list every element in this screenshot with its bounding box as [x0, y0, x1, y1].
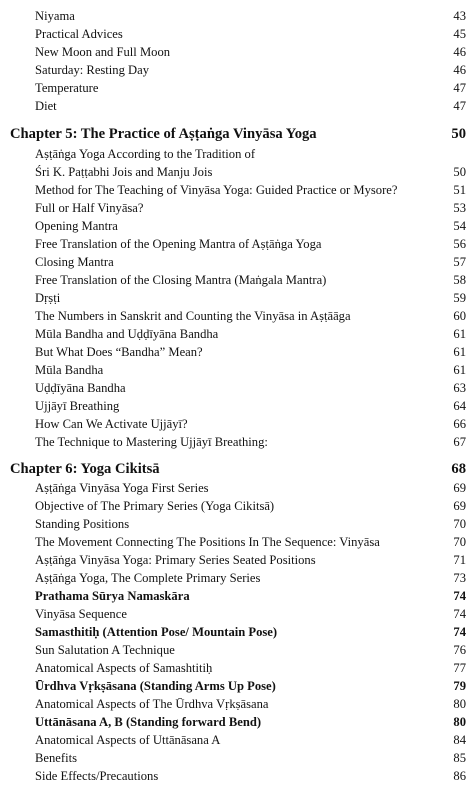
toc-entry [0, 569, 472, 587]
toc-entry-page-number: 84 [453, 733, 466, 747]
toc-entry-title: Side Effects/Precautions [35, 769, 159, 783]
toc-entry-page-number: 74 [453, 607, 466, 621]
toc-entry-title: Sun Salutation A Technique [35, 643, 175, 657]
toc-entry-title: Aṣṭāṅga Vinyāsa Yoga: Primary Series Seated Positions [35, 553, 316, 567]
toc-entry-title: The Technique to Mastering Ujjāyī Breathing: [35, 435, 268, 449]
toc-entry [0, 641, 472, 659]
toc-entry-page-number: 61 [453, 327, 466, 341]
toc-entry-page-number: 46 [453, 63, 466, 77]
toc-entry-page-number: 57 [453, 255, 466, 269]
toc-entry-page-number: 50 [453, 165, 466, 179]
toc-entry [0, 587, 472, 605]
toc-entry-page-number: 76 [453, 643, 466, 657]
toc-entry-title: Aṣṭāṅga Yoga, The Complete Primary Series [35, 571, 261, 585]
toc-entry-title: Anatomical Aspects of Uttānāsana A [35, 733, 221, 747]
toc-entry-page-number: 79 [453, 679, 466, 693]
toc-entry-title: Prathama Sūrya Namaskāra [35, 589, 190, 603]
toc-entry-title: Free Translation of the Opening Mantra of Aṣṭāṅga Yoga [35, 237, 322, 251]
toc-entry [0, 253, 472, 271]
toc-entry [0, 145, 472, 163]
toc-entry-page-number: 67 [453, 435, 466, 449]
toc-chapter-heading [0, 460, 472, 478]
toc-entry-page-number: 86 [453, 769, 466, 783]
toc-entry-title: Saturday: Resting Day [35, 63, 150, 77]
toc-entry [0, 7, 472, 25]
toc-entry-page-number: 74 [453, 589, 466, 603]
toc-entry [0, 79, 472, 97]
toc-entry-title: Aṣṭāṅga Vinyāsa Yoga First Series [35, 481, 209, 495]
toc-entry-title: Vinyāsa Sequence [35, 607, 127, 621]
toc-entry-page-number: 64 [453, 399, 466, 413]
toc-entry [0, 479, 472, 497]
toc-entry [0, 181, 472, 199]
toc-entry-title: Standing Positions [35, 517, 130, 531]
toc-entry [0, 43, 472, 61]
toc-entry-title: Benefits [35, 751, 77, 765]
toc-entry [0, 415, 472, 433]
toc-entry-page-number: 70 [453, 517, 466, 531]
toc-entry-title: Free Translation of the Closing Mantra (Maṅgala Mantra) [35, 273, 327, 287]
toc-entry-page-number: 80 [453, 715, 466, 729]
toc-entry-page-number: 85 [453, 751, 466, 765]
toc-entry-title: Niyama [35, 9, 75, 23]
toc-entry [0, 533, 472, 551]
toc-entry [0, 289, 472, 307]
toc-entry [0, 25, 472, 43]
toc-entry-page-number: 50 [451, 126, 466, 142]
toc-entry-page-number: 63 [453, 381, 466, 395]
toc-entry-title: Aṣṭāṅga Yoga According to the Tradition of [35, 147, 256, 161]
toc-entry [0, 767, 472, 785]
toc-entry [0, 497, 472, 515]
toc-entry [0, 551, 472, 569]
toc-entry [0, 307, 472, 325]
toc-entry-page-number: 61 [453, 363, 466, 377]
toc-entry-title: Opening Mantra [35, 219, 118, 233]
toc-entry-title: Chapter 5: The Practice of Aṣṭaṅga Vinyāsa Yoga [10, 126, 317, 142]
toc-entry [0, 749, 472, 767]
toc-entry-title: Method for The Teaching of Vinyāsa Yoga: Guided Practice or Mysore? [35, 183, 398, 197]
toc-entry [0, 515, 472, 533]
toc-entry-page-number: 56 [453, 237, 466, 251]
toc-entry [0, 325, 472, 343]
toc-entry-title: Anatomical Aspects of The Ūrdhva Vṛkṣāsana [35, 697, 269, 711]
toc-entry-page-number: 80 [453, 697, 466, 711]
toc-entry-page-number: 71 [453, 553, 466, 567]
toc-entry [0, 361, 472, 379]
toc-entry-title: But What Does “Bandha” Mean? [35, 345, 203, 359]
toc-entry-title: Uttānāsana A, B (Standing forward Bend) [35, 715, 262, 729]
toc-entry-title: Ujjāyī Breathing [35, 399, 120, 413]
toc-entry-title: The Movement Connecting The Positions In The Sequence: Vinyāsa [35, 535, 380, 549]
toc-entry [0, 605, 472, 623]
toc-entry-title: How Can We Activate Ujjāyī? [35, 417, 188, 431]
toc-entry-title: The Numbers in Sanskrit and Counting the Vinyāsa in Aṣṭāāga [35, 309, 351, 323]
toc-entry [0, 713, 472, 731]
toc-entry-page-number: 47 [453, 81, 466, 95]
toc-entry [0, 199, 472, 217]
toc-entry-title: Ūrdhva Vṛkṣāsana (Standing Arms Up Pose) [35, 679, 276, 693]
toc-entry-title: Mūla Bandha and Uḍḍīyāna Bandha [35, 327, 219, 341]
toc-entry-page-number: 69 [453, 481, 466, 495]
toc-entry-title: Anatomical Aspects of Samashtitiḥ [35, 661, 213, 675]
toc-entry [0, 677, 472, 695]
toc-entry-page-number: 74 [453, 625, 466, 639]
toc-entry [0, 695, 472, 713]
toc-entry-title: Mūla Bandha [35, 363, 104, 377]
toc-entry-title: New Moon and Full Moon [35, 45, 171, 59]
toc-entry [0, 397, 472, 415]
toc-entry-page-number: 58 [453, 273, 466, 287]
toc-entry-page-number: 46 [453, 45, 466, 59]
toc-entry-title: Temperature [35, 81, 99, 95]
toc-entry-page-number: 47 [453, 99, 466, 113]
toc-entry-page-number: 68 [451, 461, 466, 477]
toc-entry-title: Practical Advices [35, 27, 123, 41]
toc-entry [0, 659, 472, 677]
toc-entry [0, 61, 472, 79]
toc-entry [0, 163, 472, 181]
toc-entry-page-number: 60 [453, 309, 466, 323]
toc-entry-page-number: 77 [453, 661, 466, 675]
toc-entry-page-number: 61 [453, 345, 466, 359]
toc-entry-page-number: 59 [453, 291, 466, 305]
toc-entry [0, 433, 472, 451]
toc-entry [0, 97, 472, 115]
toc-entry [0, 623, 472, 641]
toc-entry-title: Uḍḍīyāna Bandha [35, 381, 126, 395]
toc-entry-page-number: 43 [453, 9, 466, 23]
toc-entry-page-number: 45 [453, 27, 466, 41]
toc-entry-page-number: 53 [453, 201, 466, 215]
toc-entry-title: Closing Mantra [35, 255, 114, 269]
toc-entry-title: Objective of The Primary Series (Yoga Cikitsā) [35, 499, 275, 513]
toc-entry [0, 271, 472, 289]
toc-entry-title: Full or Half Vinyāsa? [35, 201, 144, 215]
toc-entry [0, 217, 472, 235]
toc-entry [0, 379, 472, 397]
toc-entry-page-number: 70 [453, 535, 466, 549]
toc-entry-title: Diet [35, 99, 57, 113]
toc-entry [0, 235, 472, 253]
toc-entry-page-number: 54 [453, 219, 466, 233]
toc-entry-title: Samasthitiḥ (Attention Pose/ Mountain Pose) [35, 625, 278, 639]
toc-entry-page-number: 66 [453, 417, 466, 431]
toc-entry-title: Chapter 6: Yoga Cikitsā [10, 461, 160, 477]
toc-entry [0, 731, 472, 749]
toc-entry-page-number: 73 [453, 571, 466, 585]
toc-entry-title: Śri K. Paṭṭabhi Jois and Manju Jois [35, 165, 213, 179]
toc-entry-page-number: 51 [453, 183, 466, 197]
toc-entry-title: Dṛṣṭi [35, 291, 61, 305]
toc-entry-page-number: 69 [453, 499, 466, 513]
toc-entry [0, 343, 472, 361]
toc-chapter-heading [0, 125, 472, 143]
